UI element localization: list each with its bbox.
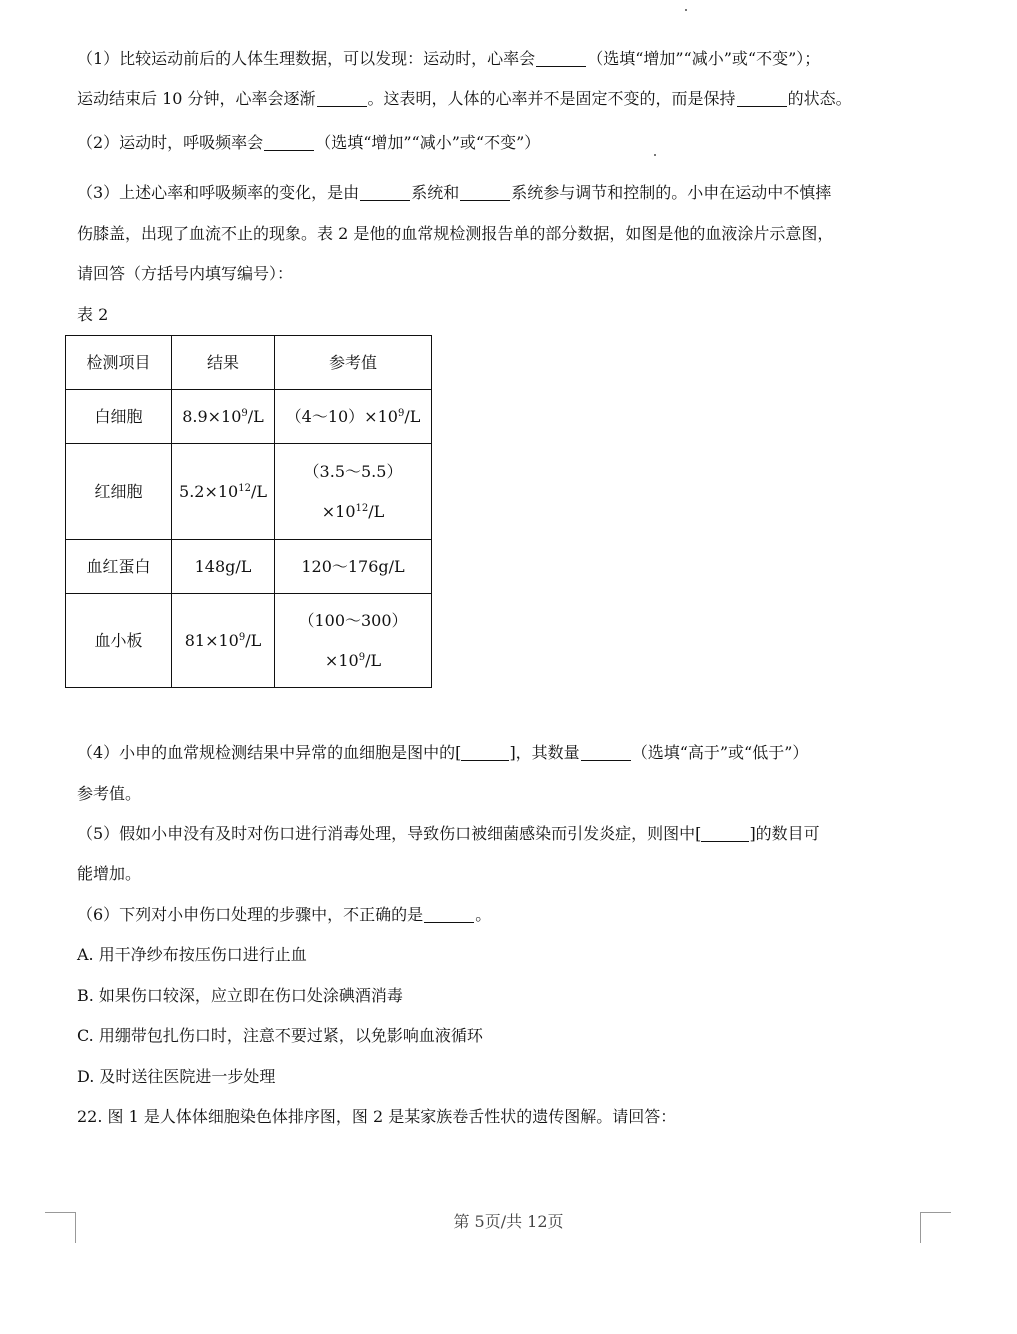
q1-line1 (77, 48, 820, 70)
q3-line2: 伤膝盖，出现了血流不止的现象。表 2 是他的血常规检测报告单的部分数据，如图是他的血液涂片示意图， (77, 224, 834, 243)
result-exponent: 9 (238, 631, 246, 643)
q3-line3: 请回答（方括号内填写编号）： (77, 264, 294, 283)
q3-blank-2 (460, 184, 510, 201)
q1-text-c: 运动结束后 10 分钟，心率会逐渐 (77, 89, 316, 108)
ref-exponent: 12 (355, 502, 369, 514)
q6-text-b: 。 (475, 905, 492, 924)
ref-unit: /L (365, 650, 382, 670)
ref-unit: /L (368, 501, 385, 521)
q3-blank-1 (360, 184, 410, 201)
table-row (66, 540, 432, 594)
q4-line2: 参考值。 (77, 784, 142, 803)
ref-line-1 (275, 452, 431, 492)
cell-reference (275, 594, 432, 688)
result-base: 8.9×10 (182, 406, 242, 426)
blood-test-table (65, 335, 432, 688)
q5-line1 (77, 823, 820, 845)
cell-result (172, 390, 275, 444)
q5-text-b: ]的数目可 (749, 824, 820, 843)
q1-blank-1 (536, 50, 586, 67)
table-caption: 表 2 (77, 305, 109, 324)
q3-line1 (77, 182, 831, 204)
cell-reference: 120～176g/L (275, 540, 432, 594)
q6-option-d: D. 及时送往医院进一步处理 (77, 1067, 276, 1086)
q3-text-c: 系统参与调节和控制的。小申在运动中不慎摔 (511, 183, 832, 202)
cell-item: 红细胞 (66, 444, 172, 540)
ref-base: ×10 (324, 650, 359, 670)
result-exponent: 12 (238, 482, 251, 494)
ref-unit: /L (404, 406, 421, 426)
q6-text-a: （6）下列对小申伤口处理的步骤中，不正确的是 (77, 905, 424, 924)
q5-bracket-blank (701, 825, 749, 842)
cell-item: 血红蛋白 (66, 540, 172, 594)
q6-blank (424, 906, 474, 923)
q4-line1 (77, 742, 808, 764)
q3-text-a: （3）上述心率和呼吸频率的变化，是由 (77, 183, 360, 202)
cell-result (172, 594, 275, 688)
ref-line-2 (275, 492, 431, 532)
cell-result: 148g/L (172, 540, 275, 594)
q5-text-a: （5）假如小申没有及时对伤口进行消毒处理，导致伤口被细菌感染而引发炎症，则图中[ (77, 824, 702, 843)
header-item: 检测项目 (66, 336, 172, 390)
result-base: 5.2×10 (179, 481, 239, 501)
table-row (66, 594, 432, 688)
result-unit: /L (245, 630, 262, 650)
ref-base: （100～300） (298, 610, 408, 630)
table-row (66, 390, 432, 444)
cell-result (172, 444, 275, 540)
ref-exponent: 9 (397, 407, 405, 419)
q6-option-c: C. 用绷带包扎伤口时，注意不要过紧，以免影响血液循环 (77, 1026, 483, 1045)
ref-line-1 (275, 601, 431, 641)
q4-text-c: （选填“高于”或“低于”） (631, 743, 809, 762)
q3-text-b: 系统和 (411, 183, 460, 202)
q6-line (77, 904, 491, 926)
ref-base: ×10 (321, 501, 356, 521)
header-reference: 参考值 (275, 336, 432, 390)
table-header-row (66, 336, 432, 390)
q1-blank-3 (737, 90, 787, 107)
q2-text-b: （选填“增加”“减小”或“不变”） (315, 133, 541, 152)
header-result: 结果 (172, 336, 275, 390)
q2-blank (264, 134, 314, 151)
result-unit: /L (247, 406, 264, 426)
cell-reference (275, 390, 432, 444)
q1-text-d: 。这表明，人体的心率并不是固定不变的，而是保持 (367, 89, 736, 108)
q1-text-e: 的状态。 (787, 89, 852, 108)
q5-line2: 能增加。 (77, 864, 142, 883)
q22-line: 22. 图 1 是人体体细胞染色体排序图，图 2 是某家族卷舌性状的遗传图解。请回答： (77, 1107, 677, 1126)
cell-item: 血小板 (66, 594, 172, 688)
q2-line (77, 132, 540, 154)
ref-base: （4～10）×10 (285, 406, 398, 426)
ref-exponent: 9 (358, 651, 366, 663)
ref-line-2 (275, 641, 431, 681)
q4-text-b: ]，其数量 (509, 743, 580, 762)
q2-text-a: （2）运动时，呼吸频率会 (77, 133, 264, 152)
q4-blank (581, 744, 631, 761)
scan-speck (685, 9, 687, 11)
q4-bracket-blank (461, 744, 509, 761)
q1-line2 (77, 88, 852, 110)
q1-text-a: （1）比较运动前后的人体生理数据，可以发现：运动时，心率会 (77, 49, 536, 68)
result-unit: /L (250, 481, 267, 501)
q4-text-a: （4）小申的血常规检测结果中异常的血细胞是图中的[ (77, 743, 462, 762)
result-base: 81×10 (184, 630, 239, 650)
q6-option-a: A. 用干净纱布按压伤口进行止血 (77, 945, 307, 964)
result-exponent: 9 (241, 407, 248, 419)
q6-option-b: B. 如果伤口较深，应立即在伤口处涂碘酒消毒 (77, 986, 403, 1005)
cell-reference (275, 444, 432, 540)
page-number-footer: 第 5页/共 12页 (453, 1212, 564, 1231)
ref-base: （3.5～5.5） (303, 461, 403, 481)
q1-text-b: （选填“增加”“减小”或“不变”）； (587, 49, 821, 68)
table-row (66, 444, 432, 540)
cell-item: 白细胞 (66, 390, 172, 444)
scan-speck (654, 154, 656, 156)
q1-blank-2 (317, 90, 367, 107)
